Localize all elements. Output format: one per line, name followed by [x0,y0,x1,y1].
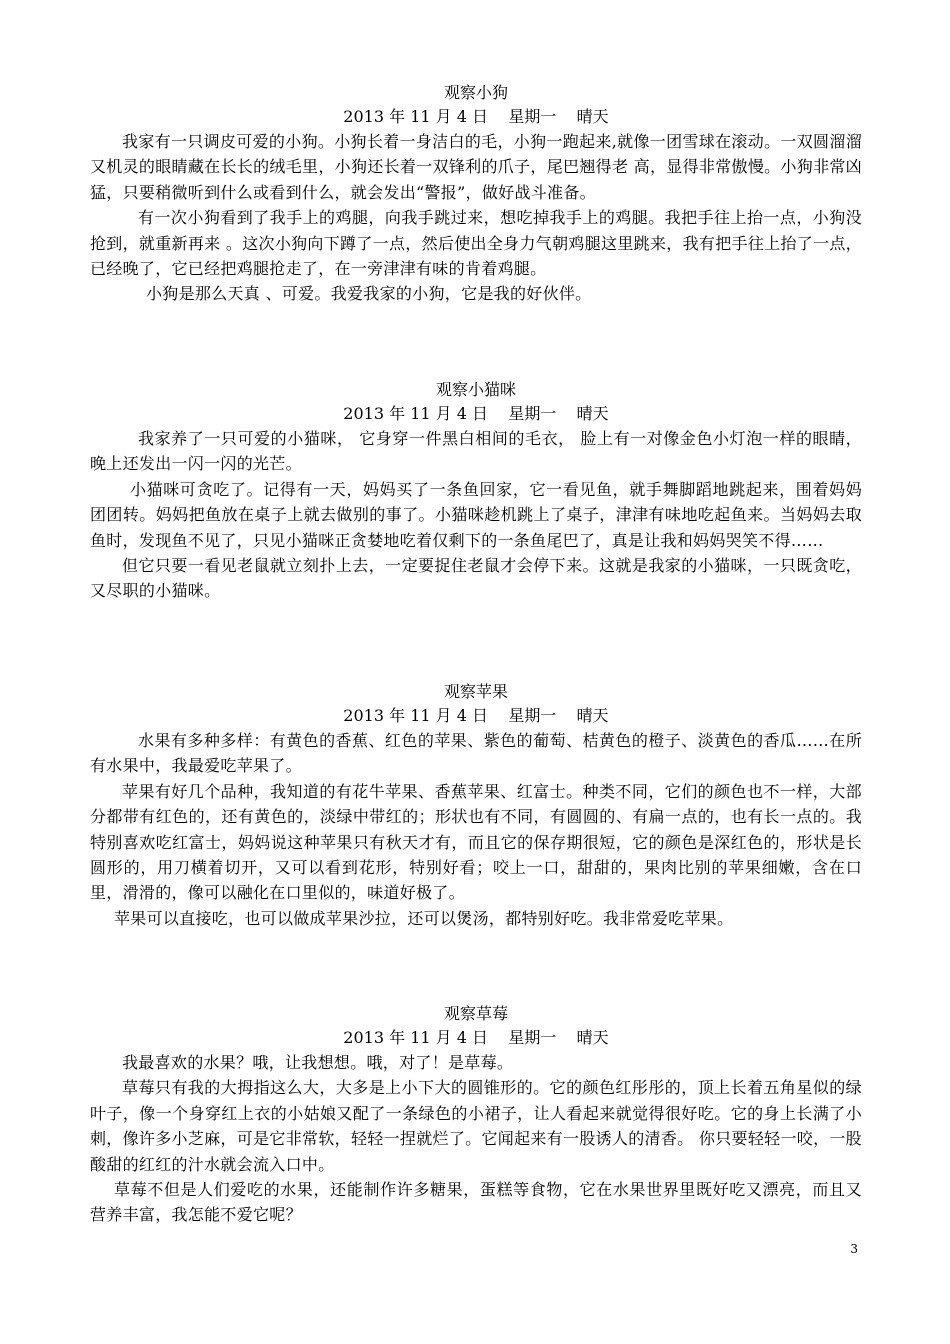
paragraph: 小狗是那么天真 、可爱。我爱我家的小狗，它是我的好伙伴。 [146,284,592,304]
paragraph: 小猫咪可贪吃了。记得有一天，妈妈买了一条鱼回家，它一看见鱼，就手舞脚蹈地跳起来，围着妈妈团团转。妈妈把鱼放在桌子上就去做别的事了。小猫咪趁机跳上了桌子，津津有味地吃起鱼来。当妈妈去取鱼时，发现鱼不见了，只见小猫咪正贪婪地吃着仅剩下的一条鱼尾巴了，真是让我和妈妈哭笑不得…… [90,479,862,550]
paragraph: 草莓只有我的大拇指这么大，大多是上小下大的圆锥形的。它的颜色红彤彤的，顶上长着五角星似的绿叶子，像一个身穿红上衣的小姑娘又配了一条绿色的小裙子，让人看起来就觉得很好吃。它的身上长满了小刺，像许多小芝麻，可是它非常软，轻轻一捏就烂了。它闻起来有一股诱人的清香。 你只要轻轻一咬，一股酸甜的红红的汁水就会流入口中。 [90,1078,862,1174]
paragraph: 水果有多种多样：有黄色的香蕉、红色的苹果、紫色的葡萄、桔黄色的橙子、淡黄色的香瓜……在所有水果中，我最爱吃苹果了。 [90,731,862,776]
paragraph: 但它只要一看见老鼠就立刻扑上去，一定要捉住老鼠才会停下来。这就是我家的小猫咪，一只既贪吃，又尽职的小猫咪。 [90,556,862,601]
section-date: 2013 年 11 月 4 日 星期一 晴天 [343,1028,609,1047]
section-cat [90,378,862,604]
section-title: 观察小狗 [443,83,508,102]
paragraph: 草莓不但是人们爱吃的水果，还能制作许多糖果，蛋糕等食物，它在水果世界里既好吃又漂亮，而且又营养丰富，我怎能不爱它呢？ [90,1180,862,1225]
paragraph: 我家有一只调皮可爱的小狗。小狗长着一身洁白的毛，小狗一跑起来,就像一团雪球在滚动。一双圆溜溜又机灵的眼睛藏在长长的绒毛里，小狗还长着一双锋利的爪子，尾巴翘得老 高，显得非常傲慢。小狗非常凶猛，只要稍微听到什么或看到什么，就会发出“警报”，做好战斗准备。 [90,132,862,202]
paragraph: 有一次小狗看到了我手上的鸡腿，向我手跳过来，想吃掉我手上的鸡腿。我把手往上抬一点，小狗没抢到，就重新再来 。这次小狗向下蹲了一点，然后使出全身力气朝鸡腿这里跳来，我有把手往上抬了一点，已经晚了，它已经把鸡腿抢走了，在一旁津津有味的肯着鸡腿。 [90,208,862,279]
paragraph: 我家养了一只可爱的小猫咪， 它身穿一件黑白相间的毛衣， 脸上有一对像金色小灯泡一样的眼睛，晚上还发出一闪一闪的光芒。 [90,429,862,474]
paragraph: 苹果有好几个品种，我知道的有花牛苹果、香蕉苹果、红富士。种类不同，它们的颜色也不一样，大部分都带有红色的，还有黄色的，淡绿中带红的；形状也有不同，有圆圆的、有扁一点的，也有长一点的。我特别喜欢吃红富士，妈妈说这种苹果只有秋天才有，而且它的保存期很短，它的颜色是深红色的，形状是长圆形的，用刀横着切开，又可以看到花形，特别好看；咬上一口，甜甜的，果肉比别的苹果细嫩，含在口里，滑滑的，像可以融化在口里似的，味道好极了。 [90,781,862,903]
section-title: 观察草莓 [443,1004,508,1023]
section-date: 2013 年 11 月 4 日 星期一 晴天 [343,706,609,725]
paragraph: 苹果可以直接吃，也可以做成苹果沙拉，还可以煲汤，都特别好吃。我非常爱吃苹果。 [114,908,734,928]
paragraph: 我最喜欢的水果？哦，让我想想。哦，对了！是草莓。 [122,1053,514,1072]
section-title: 观察苹果 [443,682,508,701]
page-number: 3 [850,1242,858,1256]
section-apple [90,680,862,931]
section-strawberry [90,1002,862,1228]
section-date: 2013 年 11 月 4 日 星期一 晴天 [343,107,609,126]
section-dog [90,81,862,307]
section-title: 观察小猫咪 [435,380,516,399]
section-date: 2013 年 11 月 4 日 星期一 晴天 [343,404,609,423]
